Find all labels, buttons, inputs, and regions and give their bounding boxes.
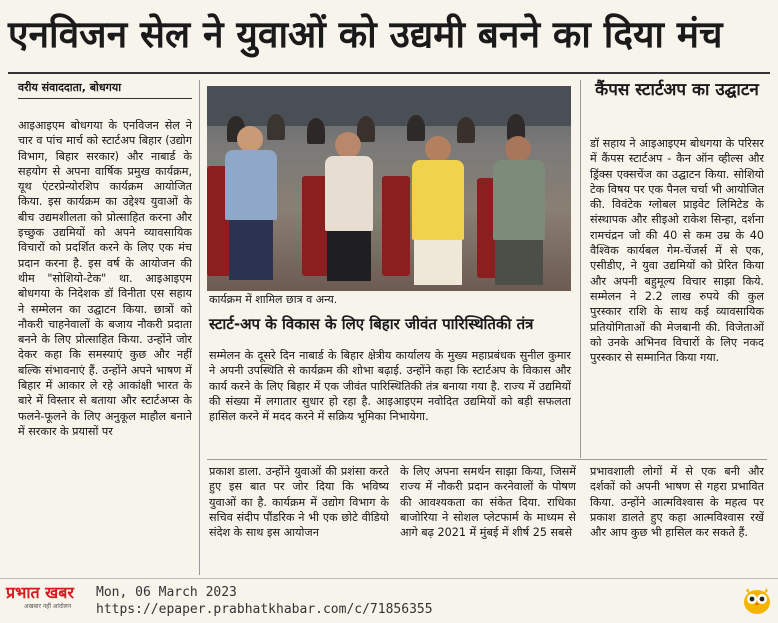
sub-headline: स्टार्ट-अप के विकास के लिए बिहार जीवंत पारिस्थितिकी तंत्र <box>209 315 534 333</box>
column-divider-right <box>580 80 581 458</box>
footer-rule <box>0 578 778 579</box>
logo-text: प्रभात खबर <box>6 583 74 602</box>
epaper-url[interactable]: https://epaper.prabhatkhabar.com/c/71856355 <box>96 602 433 617</box>
owl-mascot-icon <box>742 585 772 615</box>
article-column-1: आइआइएम बोधगया के एनविजन सेल ने चार व पांच मार्च को स्टार्टअप बिहार (उद्योग विभाग, बिहार सरकार) और नाबार्ड के सहयोग से अपना वार्षिक प्रमुख कार्यक्रम, यूथ एंटरप्रेन्योरशिप कार्यक्रम आयोजित किया. इस कार्यक्रम का उद्देश्य युवाओं के बीच उद्यमशीलता को प्रोत्साहित करना और इच्छुक उद्यमियों को अपने व्यावसायिक विचारों को प्रदर्शित करने के लिए एक मंच प्रदान करना है. इस वर्ष के आयोजन की थीम "सोशियो-टेक" था. आइआइएम बोधगया के निदेशक डॉ विनीता एस सहाय ने सम्मेलन का उद्घाटन किया. छात्रों को नौकरी चाहनेवालों के बजाय नौकरी प्रदाता बनने के लिए प्रोत्साहित किया. उन्होंने जोर देकर कहा कि समस्याएं कुछ और नहीं बल्कि संभावनाएं हैं. उन्होंने अपने भाषण में बिहार में आकार ले रहे आकांक्षी भारत के बारे में विस्तार से बताया और स्टार्टअप्स के फलने-फूलने के लिए अनुकूल माहौल बनाने में सरकार के प्रयासों पर <box>18 119 192 438</box>
section-rule <box>207 459 767 460</box>
headline: एनविजन सेल ने युवाओं को उद्यमी बनने का दिया मंच <box>8 13 723 56</box>
logo-tagline: अखबार नहीं आंदोलन <box>24 603 72 610</box>
footer-meta <box>96 584 433 618</box>
byline: वरीय संवाददाता, बोधगया <box>18 81 122 94</box>
side-article: डॉ सहाय ने आइआइएम बोधगया के परिसर में कैंपस स्टार्टअप - कैन ऑन व्हील्स और ड्रिंक्स एक्सचेंज का उद्घाटन किया. सोशियो टेक विषय पर एक पैनल चर्चा भी आयोजित की. विवंटेक ग्लोबल प्राइवेट लिमिटेड के संस्थापक और सीइओ राकेश सिन्हा, दर्शना रामचंद्रन जो की 40 से कम उम्र के 40 वैश्विक कार्यबल गेम-चेंजर्स में से एक, एसीडीए, ने युवा उद्यमियों को प्रेरित किया और अपनी बहुमूल्य विचार साझा किये. सम्मेलन ने 2.2 लाख रुपये की कुल पुरस्कार राशि के साथ कई व्यावसायिक प्रतियोगिताओं की मेजबानी की. विजेताओं को उनके अभिनव विचारों के लिए नकद पुरस्कार से सम्मानित किया गया. <box>590 137 764 365</box>
byline-rule <box>18 98 192 99</box>
photo-caption: कार्यक्रम में शामिल छात्र व अन्य. <box>209 293 338 306</box>
headline-rule <box>8 72 770 74</box>
article-column-4: प्रभावशाली लोगों में से एक बनी और दर्शकों को अपनी भाषण से गहरा प्रभावित किया. उन्होंने आत्मविश्वास के महत्व पर प्रकाश डालते हुए कहा आत्मविश्वास रखें और आप कुछ भी हासिल कर सकते हैं. <box>590 465 764 540</box>
prabhat-khabar-logo <box>6 583 92 613</box>
middle-article: सम्मेलन के दूसरे दिन नाबार्ड के बिहार क्षेत्रीय कार्यालय के मुख्य महाप्रबंधक सुनील कुमार ने अपनी उपस्थिति से कार्यक्रम की शोभा बढ़ाई. उन्होंने कहा कि स्टार्टअप के विकास और कार्य करने के लिए बिहार में एक जीवंत पारिस्थितिकी तंत्र बनाया गया है. राज्य में उद्यमियों की संख्या में लगातार सुधार हो रहा है. आइआइएम नवोदित उद्यमियों को बड़ी सफलता हासिल करने में मदद करने में सक्रिय भूमिका निभायेगा. <box>209 349 571 424</box>
article-column-2: प्रकाश डाला. उन्होंने युवाओं की प्रशंसा करते हुए इस बात पर जोर दिया कि भविष्य युवाओं का है. कार्यक्रम में उद्योग विभाग के सचिव संदीप पौंडरिक ने भी एक छोटे वीडियो संदेश के साथ इस आयोजन <box>209 465 389 540</box>
publication-date: Mon, 06 March 2023 <box>96 585 237 600</box>
event-photo <box>207 86 571 291</box>
column-divider <box>199 80 200 575</box>
side-headline: कैंपस स्टार्टअप का उद्घाटन <box>595 80 759 100</box>
article-column-3: के लिए अपना समर्थन साझा किया, जिसमें राज्य में नौकरी प्रदान करनेवालों के पोषण की आवश्यकता का संकेत दिया. राधिका बाजोरिया ने सोशल प्लेटफार्म के माध्यम से आगे बढ़ 2021 में मुंबई में शीर्ष 25 सबसे <box>400 465 576 540</box>
